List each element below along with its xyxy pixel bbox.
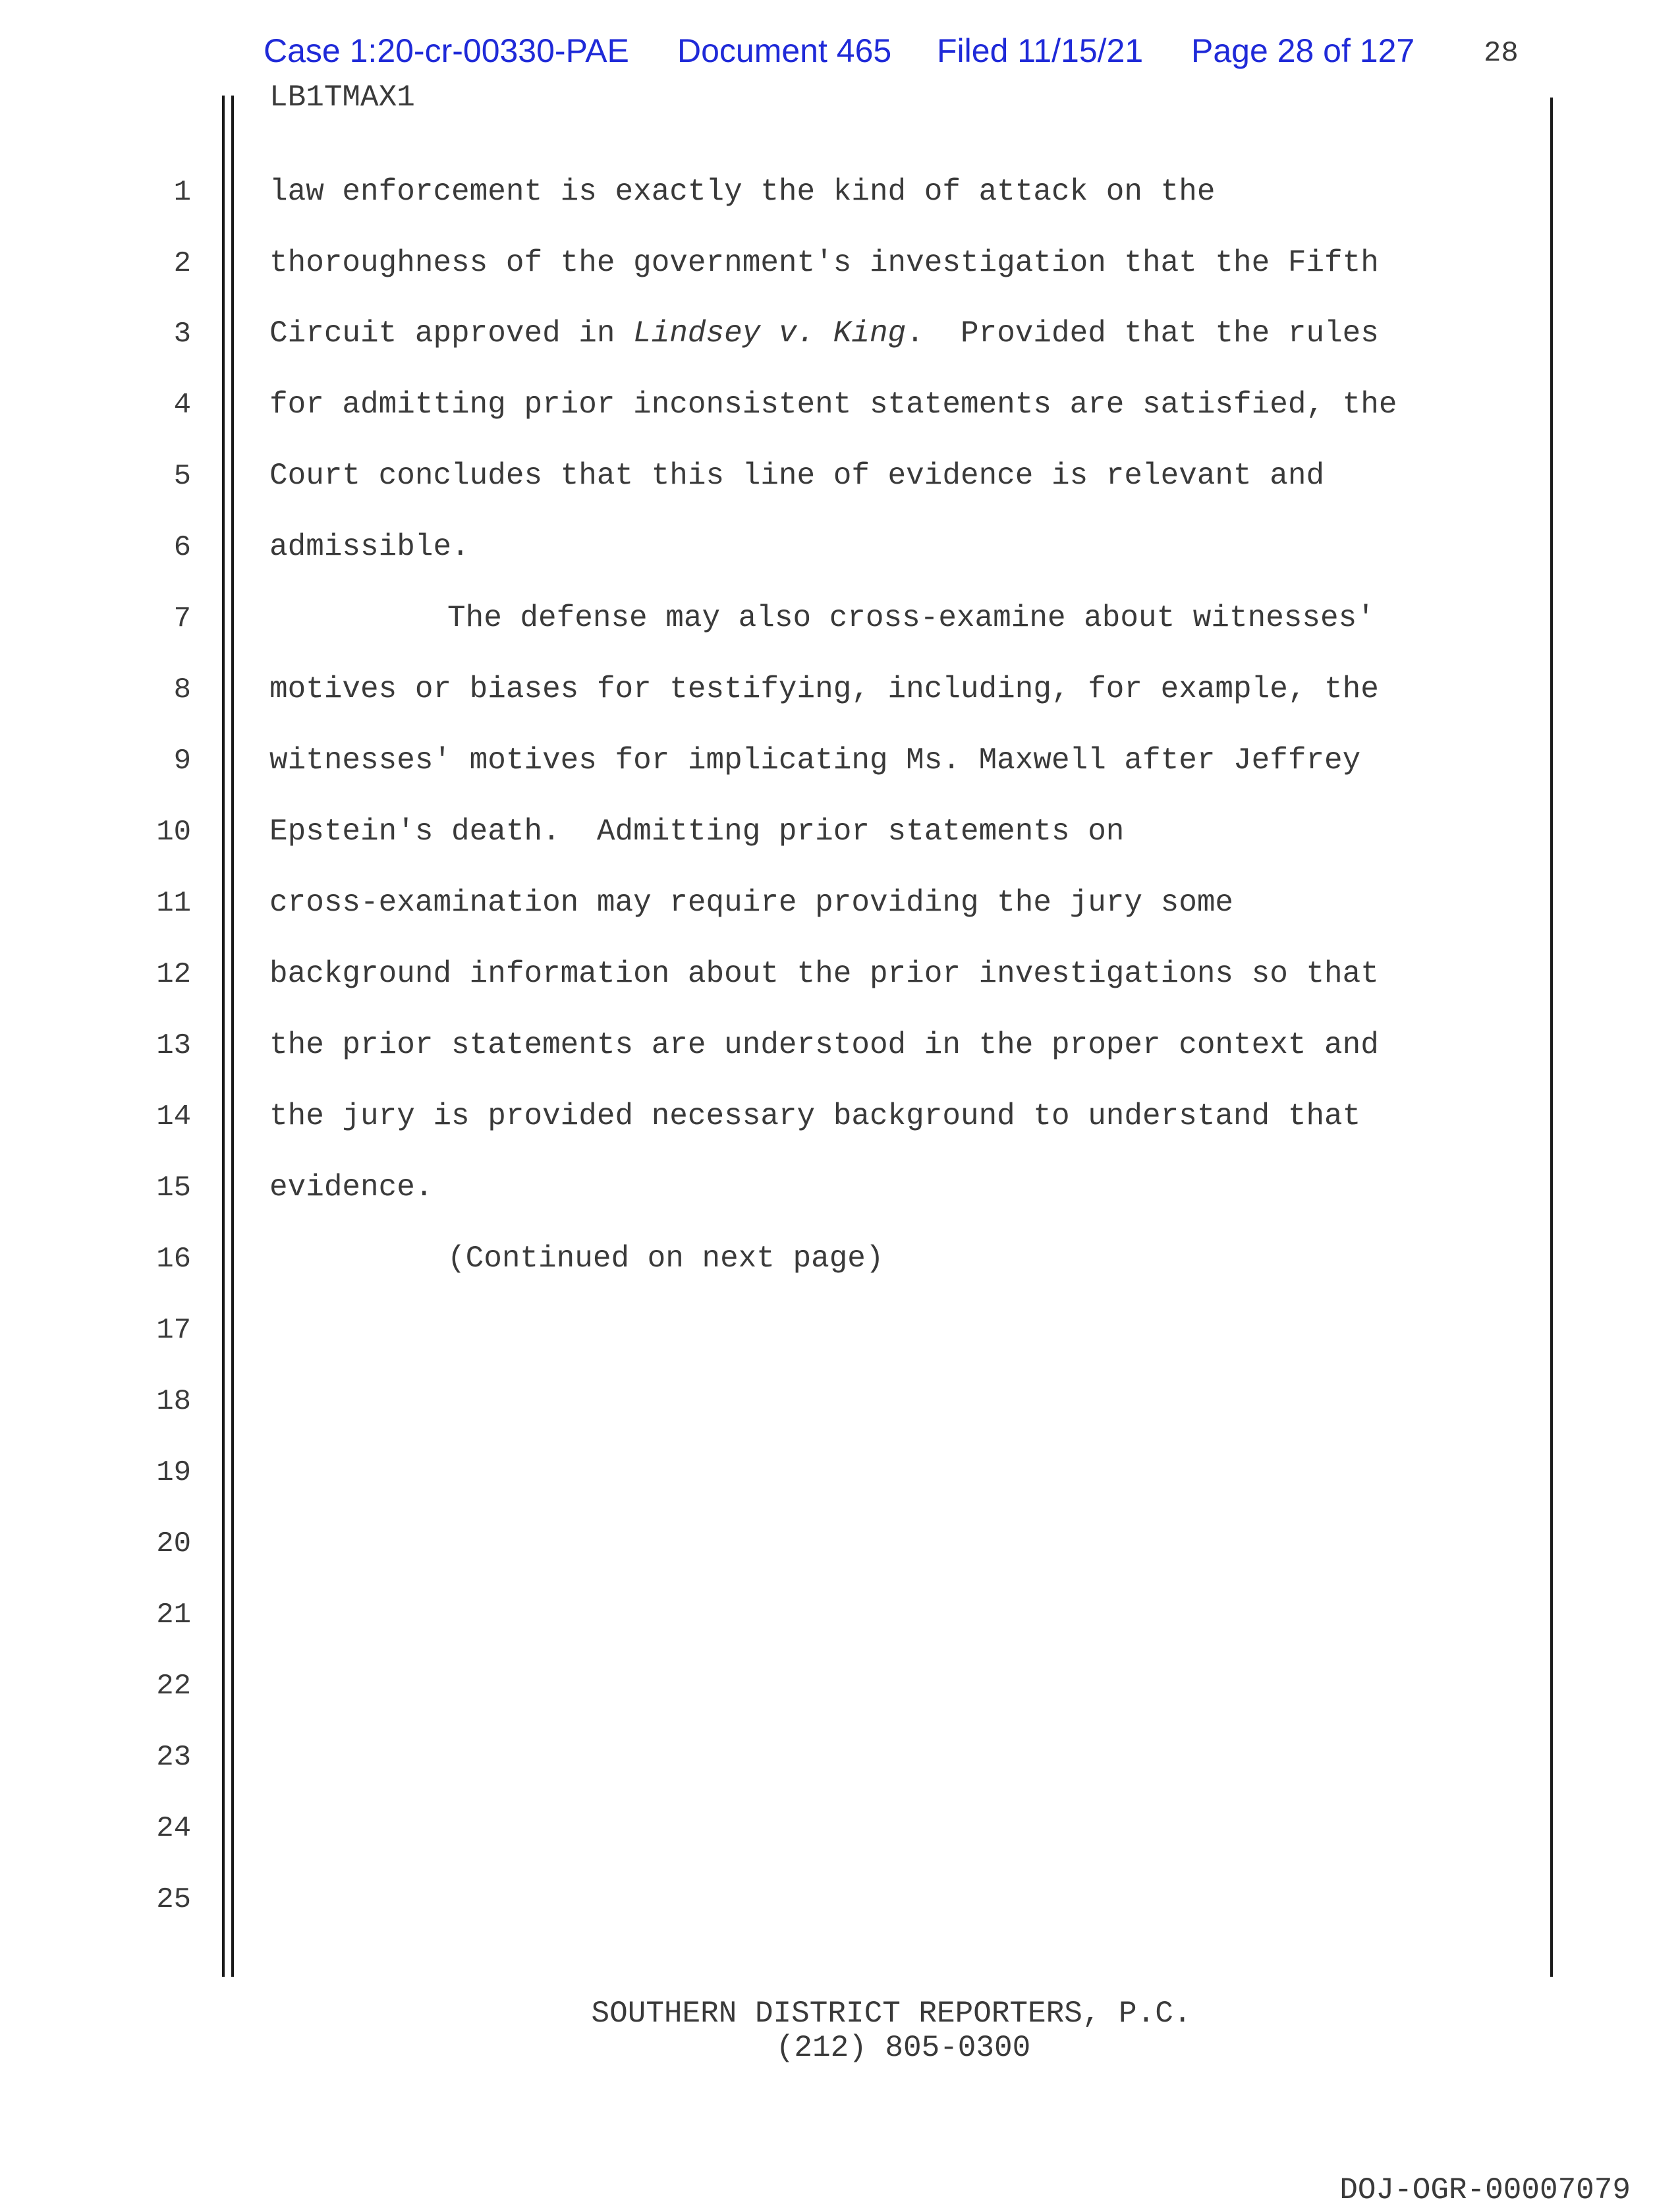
continued-note: (Continued on next page) xyxy=(447,1241,884,1276)
line-number: 11 xyxy=(156,887,191,920)
line-number: 16 xyxy=(156,1243,191,1276)
line-number: 12 xyxy=(156,958,191,991)
line-number: 21 xyxy=(156,1599,191,1631)
footer-phone: (212) 805-0300 xyxy=(775,2031,1031,2065)
transcript-text: . Provided that the rules xyxy=(906,316,1379,351)
line-number: 19 xyxy=(156,1456,191,1489)
line-number: 6 xyxy=(173,531,191,564)
line-number: 3 xyxy=(173,318,191,351)
transcript-line: cross-examination may require providing the jury some xyxy=(269,886,1234,920)
line-number: 8 xyxy=(173,673,191,706)
transcript-line: the prior statements are understood in the proper context and xyxy=(269,1028,1379,1062)
transcript-text: Circuit approved in xyxy=(269,316,634,351)
left-margin-rule-outer xyxy=(222,96,225,1977)
line-number: 17 xyxy=(156,1314,191,1347)
line-number: 18 xyxy=(156,1385,191,1418)
line-number: 10 xyxy=(156,816,191,849)
ecf-document-number: Document 465 xyxy=(677,32,892,69)
line-number: 23 xyxy=(156,1741,191,1774)
line-number: 25 xyxy=(156,1883,191,1916)
line-number: 9 xyxy=(173,745,191,778)
transcript-line: Epstein's death. Admitting prior statements on xyxy=(269,814,1125,849)
ecf-page-count: Page 28 of 127 xyxy=(1191,32,1415,69)
line-number: 24 xyxy=(156,1812,191,1845)
transcript-line: Court concludes that this line of evidence is relevant and xyxy=(269,459,1325,493)
transcript-line: background information about the prior investigations so that xyxy=(269,957,1379,991)
line-number: 15 xyxy=(156,1172,191,1205)
transcript-line: admissible. xyxy=(269,530,470,564)
case-citation: Lindsey v. King xyxy=(633,316,907,351)
transcript-line: law enforcement is exactly the kind of attack on the xyxy=(269,175,1216,209)
line-number: 2 xyxy=(173,247,191,280)
transcript-id: LB1TMAX1 xyxy=(269,80,415,115)
line-number: 22 xyxy=(156,1670,191,1703)
ecf-filed-date: Filed 11/15/21 xyxy=(937,32,1144,69)
line-number: 13 xyxy=(156,1029,191,1062)
transcript-line: evidence. xyxy=(269,1170,434,1205)
transcript-line: the jury is provided necessary background to understand that xyxy=(269,1099,1361,1133)
ecf-case-number: Case 1:20-cr-00330-PAE xyxy=(264,32,629,69)
transcript-line: motives or biases for testifying, including, for example, the xyxy=(269,672,1379,706)
left-margin-rule-inner xyxy=(231,96,234,1977)
transcript-line: for admitting prior inconsistent statements are satisfied, the xyxy=(269,387,1397,422)
footer-reporter: SOUTHERN DISTRICT REPORTERS, P.C. xyxy=(591,1997,1192,2031)
line-number: 14 xyxy=(156,1100,191,1133)
transcript-line: thoroughness of the government's investigation that the Fifth xyxy=(269,246,1379,280)
page-number: 28 xyxy=(1484,37,1519,70)
line-number: 7 xyxy=(173,602,191,635)
line-number: 1 xyxy=(173,176,191,209)
transcript-line xyxy=(269,316,1379,351)
transcript-line: witnesses' motives for implicating Ms. Maxwell after Jeffrey xyxy=(269,743,1361,778)
transcript-line: The defense may also cross-examine about witnesses' xyxy=(447,601,1375,635)
line-number: 20 xyxy=(156,1527,191,1560)
right-margin-rule xyxy=(1550,98,1553,1977)
bates-number: DOJ-OGR-00007079 xyxy=(1339,2173,1631,2207)
line-number: 4 xyxy=(173,389,191,422)
line-number: 5 xyxy=(173,460,191,493)
